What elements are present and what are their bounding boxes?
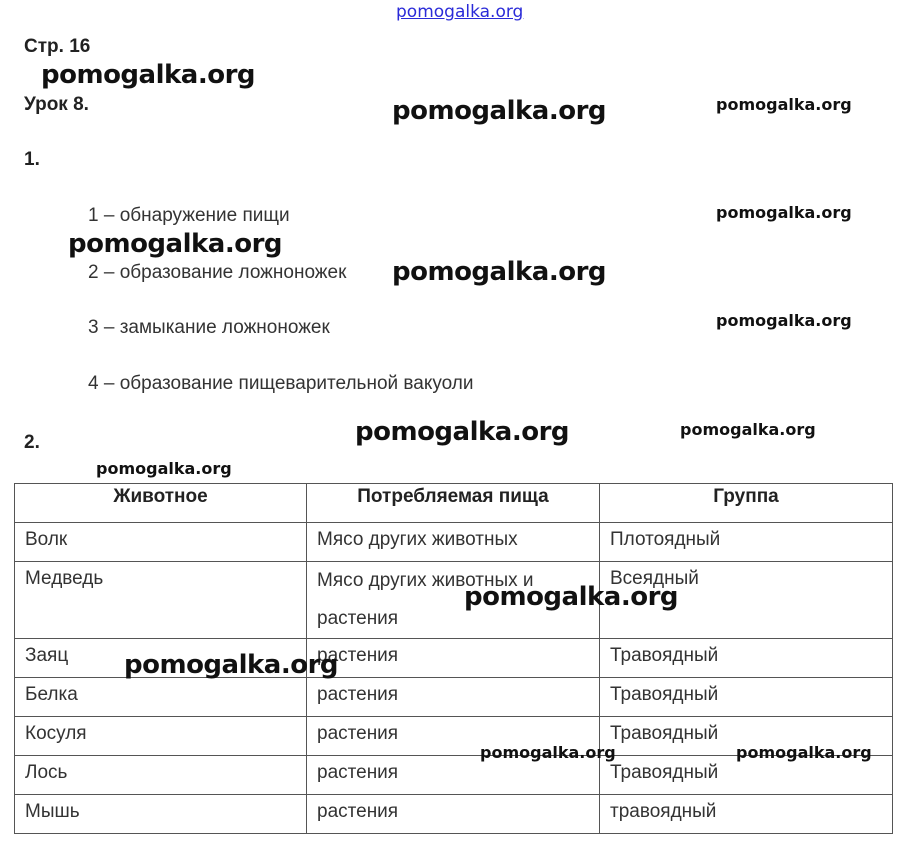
group-cell: Травоядный — [600, 639, 893, 678]
table-row — [15, 562, 893, 639]
animal-cell: Косуля — [15, 717, 307, 756]
animal-cell: Заяц — [15, 639, 307, 678]
lesson-title: Урок 8. — [24, 94, 89, 115]
column-header: Потребляемая пища — [307, 484, 600, 523]
page-number: Стр. 16 — [24, 36, 91, 57]
table-row — [15, 795, 893, 834]
group-cell: Травоядный — [600, 678, 893, 717]
group-cell: Всеядный — [600, 562, 893, 639]
food-cell: растения — [307, 756, 600, 795]
group-cell: Травоядный — [600, 756, 893, 795]
watermark: pomogalka.org — [680, 420, 816, 439]
watermark: pomogalka.org — [736, 743, 872, 762]
column-header: Животное — [15, 484, 307, 523]
group-cell: Травоядный — [600, 717, 893, 756]
watermark: pomogalka.org — [480, 743, 616, 762]
animal-cell: Волк — [15, 523, 307, 562]
food-cell: Мясо других животных и растения — [307, 562, 600, 639]
animal-cell: Мышь — [15, 795, 307, 834]
group-cell: травоядный — [600, 795, 893, 834]
step-item: 1 – обнаружение пищи — [88, 205, 290, 226]
table-header-row — [15, 484, 893, 523]
watermark: pomogalka.org — [716, 203, 852, 222]
watermark: pomogalka.org — [464, 582, 679, 612]
watermark: pomogalka.org — [716, 311, 852, 330]
watermark: pomogalka.org — [96, 459, 232, 478]
food-cell: растения — [307, 678, 600, 717]
food-cell: Мясо других животных — [307, 523, 600, 562]
watermark: pomogalka.org — [716, 95, 852, 114]
table-row — [15, 678, 893, 717]
task-number: 1. — [24, 149, 40, 170]
watermark: pomogalka.org — [355, 417, 570, 447]
step-item: 3 – замыкание ложноножек — [88, 317, 330, 338]
animal-cell: Лось — [15, 756, 307, 795]
step-item: 4 – образование пищеварительной вакуоли — [88, 373, 474, 394]
watermark: pomogalka.org — [124, 650, 339, 680]
watermark-top: pomogalka.org — [396, 2, 524, 22]
animal-cell: Медведь — [15, 562, 307, 639]
group-cell: Плотоядный — [600, 523, 893, 562]
column-header: Группа — [600, 484, 893, 523]
task-number: 2. — [24, 432, 40, 453]
watermark: pomogalka.org — [392, 96, 607, 126]
watermark: pomogalka.org — [68, 229, 283, 259]
table-row — [15, 523, 893, 562]
food-cell: растения — [307, 639, 600, 678]
food-cell: растения — [307, 795, 600, 834]
food-cell: растения — [307, 717, 600, 756]
watermark: pomogalka.org — [41, 60, 256, 90]
step-item: 2 – образование ложноножек — [88, 262, 347, 283]
animal-cell: Белка — [15, 678, 307, 717]
watermark: pomogalka.org — [392, 257, 607, 287]
